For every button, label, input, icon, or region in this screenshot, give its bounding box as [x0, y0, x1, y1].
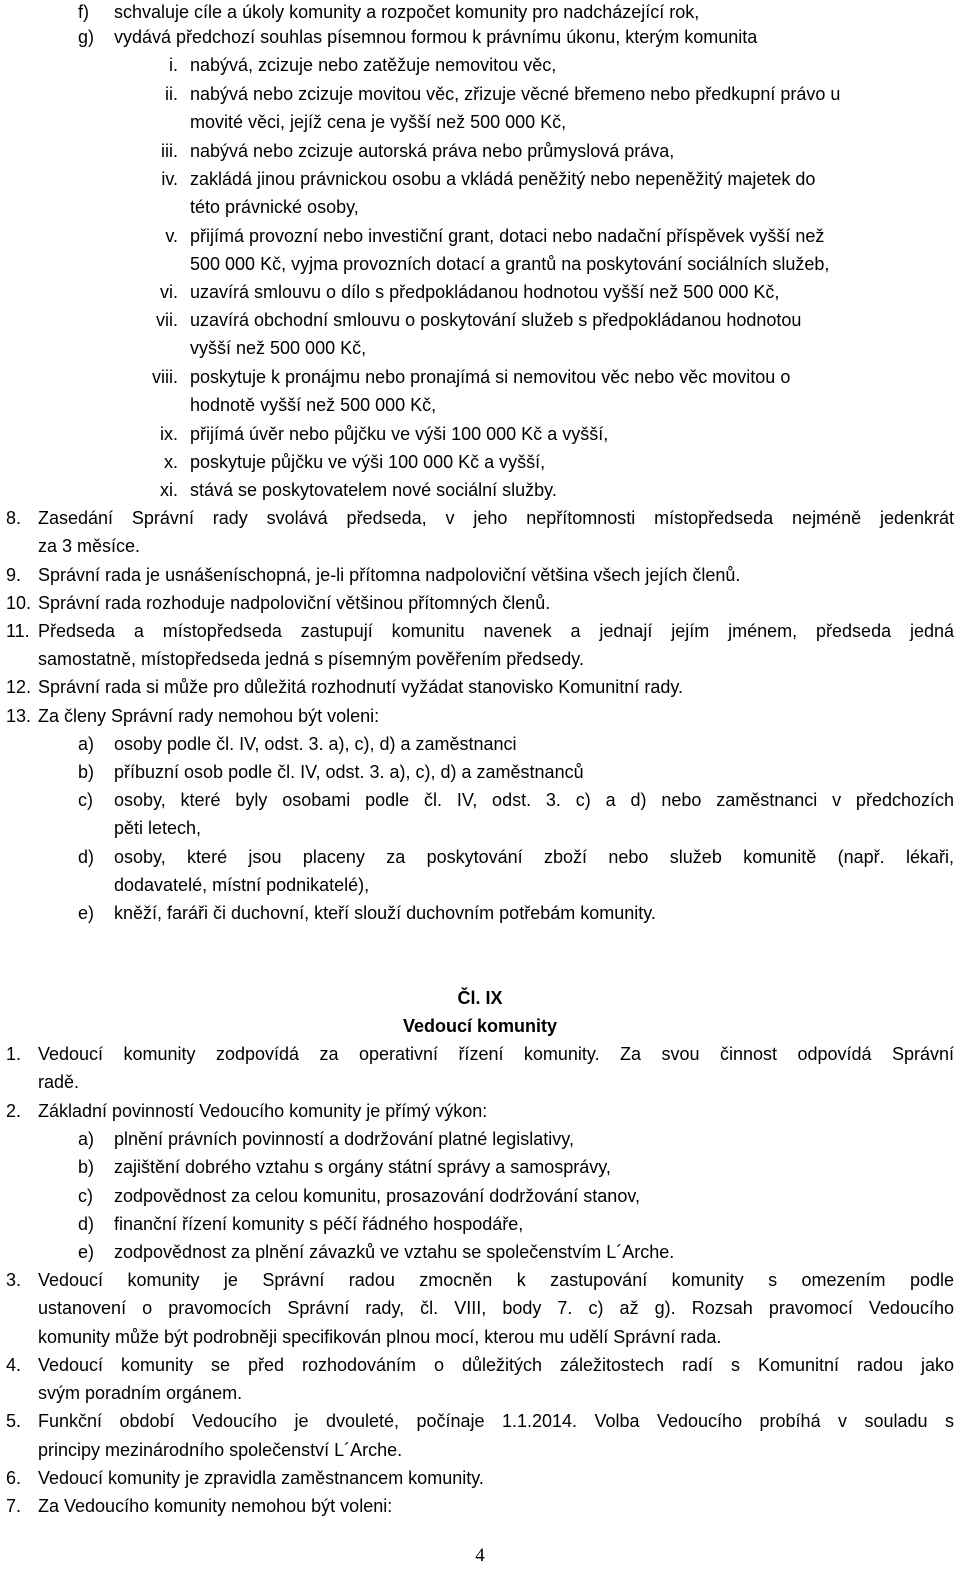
sub-text: dodavatelé, místní podnikatelé), — [114, 875, 370, 895]
roman-label: iii. — [161, 141, 178, 161]
roman-text: této právnické osoby, — [190, 197, 359, 217]
sub-text: příbuzní osob podle čl. IV, odst. 3. a), c), d) a zaměstnanců — [114, 762, 584, 782]
paragraph-text: Za členy Správní rady nemohou být voleni: — [38, 706, 380, 726]
roman-text: poskytuje k pronájmu nebo pronajímá si nemovitou věc nebo věc movitou o — [190, 367, 791, 387]
paragraph-text: samostatně, místopředseda jedná s písemným pověřením předsedy. — [38, 649, 584, 669]
sub-label: b) — [78, 762, 95, 782]
paragraph-text: Správní rada si může pro důležitá rozhodnutí vyžádat stanovisko Komunitní rady. — [38, 677, 684, 697]
paragraph-text: ustanovení o pravomocích Správní rady, čl. VIII, body 7. c) až g). Rozsah pravomocí Vedoucího — [38, 1298, 954, 1318]
page-number: 4 — [475, 1545, 485, 1566]
sub-text: plnění právních povinností a dodržování platné legislativy, — [114, 1129, 574, 1149]
sub-text: osoby, které jsou placeny za poskytování zboží nebo služeb komunitě (např. lékaři, — [114, 847, 954, 867]
paragraph-text: Správní rada je usnášeníschopná, je-li přítomna nadpoloviční většina všech jejích členů. — [38, 565, 741, 585]
paragraph-text: svým poradním orgánem. — [38, 1383, 243, 1403]
paragraph-text: Správní rada rozhoduje nadpoloviční většinou přítomných členů. — [38, 593, 551, 613]
sub-text: pěti letech, — [114, 818, 202, 838]
roman-label: ix. — [160, 424, 178, 444]
sub-label: d) — [78, 847, 95, 867]
roman-text: 500 000 Kč, vyjma provozních dotací a grantů na poskytování sociálních služeb, — [190, 254, 830, 274]
sub-text: zajištění dobrého vztahu s orgány státní správy a samosprávy, — [114, 1157, 611, 1177]
paragraph-text: komunity může být podrobněji specifikován plnou mocí, kterou mu udělí Správní rada. — [38, 1327, 722, 1347]
paragraph-text: radě. — [38, 1072, 80, 1092]
item-text: schvaluje cíle a úkoly komunity a rozpočet komunity pro nadcházející rok, — [114, 2, 700, 22]
roman-text: uzavírá smlouvu o dílo s předpokládanou hodnotou vyšší než 500 000 Kč, — [190, 282, 780, 302]
article-heading: Čl. IX — [457, 988, 503, 1008]
sub-label: c) — [78, 790, 93, 810]
paragraph-text: Za Vedoucího komunity nemohou být voleni: — [38, 1496, 393, 1516]
sub-text: kněží, faráři či duchovní, kteří slouží duchovním potřebám komunity. — [114, 903, 656, 923]
sub-label: b) — [78, 1157, 95, 1177]
sub-label: e) — [78, 903, 95, 923]
roman-text: vyšší než 500 000 Kč, — [190, 338, 367, 358]
roman-text: stává se poskytovatelem nové sociální služby. — [190, 480, 557, 500]
roman-label: ii. — [165, 84, 178, 104]
sub-text: zodpovědnost za plnění závazků ve vztahu se společenstvím L´Arche. — [114, 1242, 675, 1262]
paragraph-number: 8. — [6, 508, 22, 528]
roman-text: nabývá nebo zcizuje autorská práva nebo průmyslová práva, — [190, 141, 675, 161]
paragraph-number: 5. — [6, 1411, 22, 1431]
paragraph-text: za 3 měsíce. — [38, 536, 141, 556]
roman-label: iv. — [161, 169, 178, 189]
paragraph-number: 6. — [6, 1468, 22, 1488]
sub-text: finanční řízení komunity s péčí řádného hospodáře, — [114, 1214, 524, 1234]
sub-text: zodpovědnost za celou komunitu, prosazování dodržování stanov, — [114, 1186, 640, 1206]
paragraph-text: Základní povinností Vedoucího komunity je přímý výkon: — [38, 1101, 488, 1121]
paragraph-text: Vedoucí komunity je zpravidla zaměstnancem komunity. — [38, 1468, 484, 1488]
roman-text: poskytuje půjčku ve výši 100 000 Kč a vyšší, — [190, 452, 546, 472]
roman-label: vi. — [160, 282, 178, 302]
paragraph-text: Vedoucí komunity zodpovídá za operativní řízení komunity. Za svou činnost odpovídá Správní — [38, 1044, 954, 1064]
roman-text: přijímá provozní nebo investiční grant, dotaci nebo nadační příspěvek vyšší než — [190, 226, 825, 246]
paragraph-number: 9. — [6, 565, 22, 585]
sub-label: c) — [78, 1186, 93, 1206]
roman-text: hodnotě vyšší než 500 000 Kč, — [190, 395, 437, 415]
roman-label: xi. — [160, 480, 178, 500]
sub-label: a) — [78, 734, 95, 754]
paragraph-number: 3. — [6, 1270, 22, 1290]
roman-text: přijímá úvěr nebo půjčku ve výši 100 000 Kč a vyšší, — [190, 424, 609, 444]
paragraph-text: Vedoucí komunity je Správní radou zmocněn k zastupování komunity s omezením podle — [38, 1270, 954, 1290]
roman-text: nabývá, zcizuje nebo zatěžuje nemovitou věc, — [190, 55, 557, 75]
paragraph-text: Předseda a místopředseda zastupují komunitu navenek a jednají jejím jménem, předseda jedná — [38, 621, 954, 641]
sub-text: osoby podle čl. IV, odst. 3. a), c), d) a zaměstnanci — [114, 734, 517, 754]
paragraph-text: Funkční období Vedoucího je dvouleté, počínaje 1.1.2014. Volba Vedoucího probíhá v souladu s — [38, 1411, 954, 1431]
sub-text: osoby, které byly osobami podle čl. IV, odst. 3. c) a d) nebo zaměstnanci v předchozích — [114, 790, 954, 810]
paragraph-number: 13. — [6, 706, 32, 726]
article-title: Vedoucí komunity — [402, 1016, 558, 1036]
paragraph-number: 1. — [6, 1044, 22, 1064]
roman-label: viii. — [152, 367, 178, 387]
roman-text: zakládá jinou právnickou osobu a vkládá peněžitý nebo nepeněžitý majetek do — [190, 169, 816, 189]
item-label: f) — [78, 2, 89, 22]
paragraph-text: principy mezinárodního společenství L´Arche. — [38, 1440, 403, 1460]
paragraph-number: 2. — [6, 1101, 22, 1121]
paragraph-number: 11. — [6, 621, 30, 641]
roman-text: uzavírá obchodní smlouvu o poskytování služeb s předpokládanou hodnotou — [190, 310, 802, 330]
paragraph-text: Vedoucí komunity se před rozhodováním o důležitých záležitostech radí s Komunitní radou jako — [38, 1355, 954, 1375]
item-text: vydává předchozí souhlas písemnou formou k právnímu úkonu, kterým komunita — [114, 27, 758, 47]
roman-text: movité věci, jejíž cena je vyšší než 500 000 Kč, — [190, 112, 567, 132]
paragraph-number: 4. — [6, 1355, 22, 1375]
roman-label: v. — [165, 226, 178, 246]
paragraph-number: 7. — [6, 1496, 22, 1516]
paragraph-number: 10. — [6, 593, 32, 613]
sub-label: d) — [78, 1214, 95, 1234]
roman-label: vii. — [156, 310, 178, 330]
sub-label: e) — [78, 1242, 95, 1262]
roman-label: i. — [169, 55, 178, 75]
roman-text: nabývá nebo zcizuje movitou věc, zřizuje věcné břemeno nebo předkupní právo u — [190, 84, 841, 104]
paragraph-number: 12. — [6, 677, 32, 697]
sub-label: a) — [78, 1129, 95, 1149]
roman-label: x. — [163, 452, 178, 472]
paragraph-text: Zasedání Správní rady svolává předseda, v jeho nepřítomnosti místopředseda nejméně jedenkrát — [38, 508, 954, 528]
item-label: g) — [78, 27, 95, 47]
